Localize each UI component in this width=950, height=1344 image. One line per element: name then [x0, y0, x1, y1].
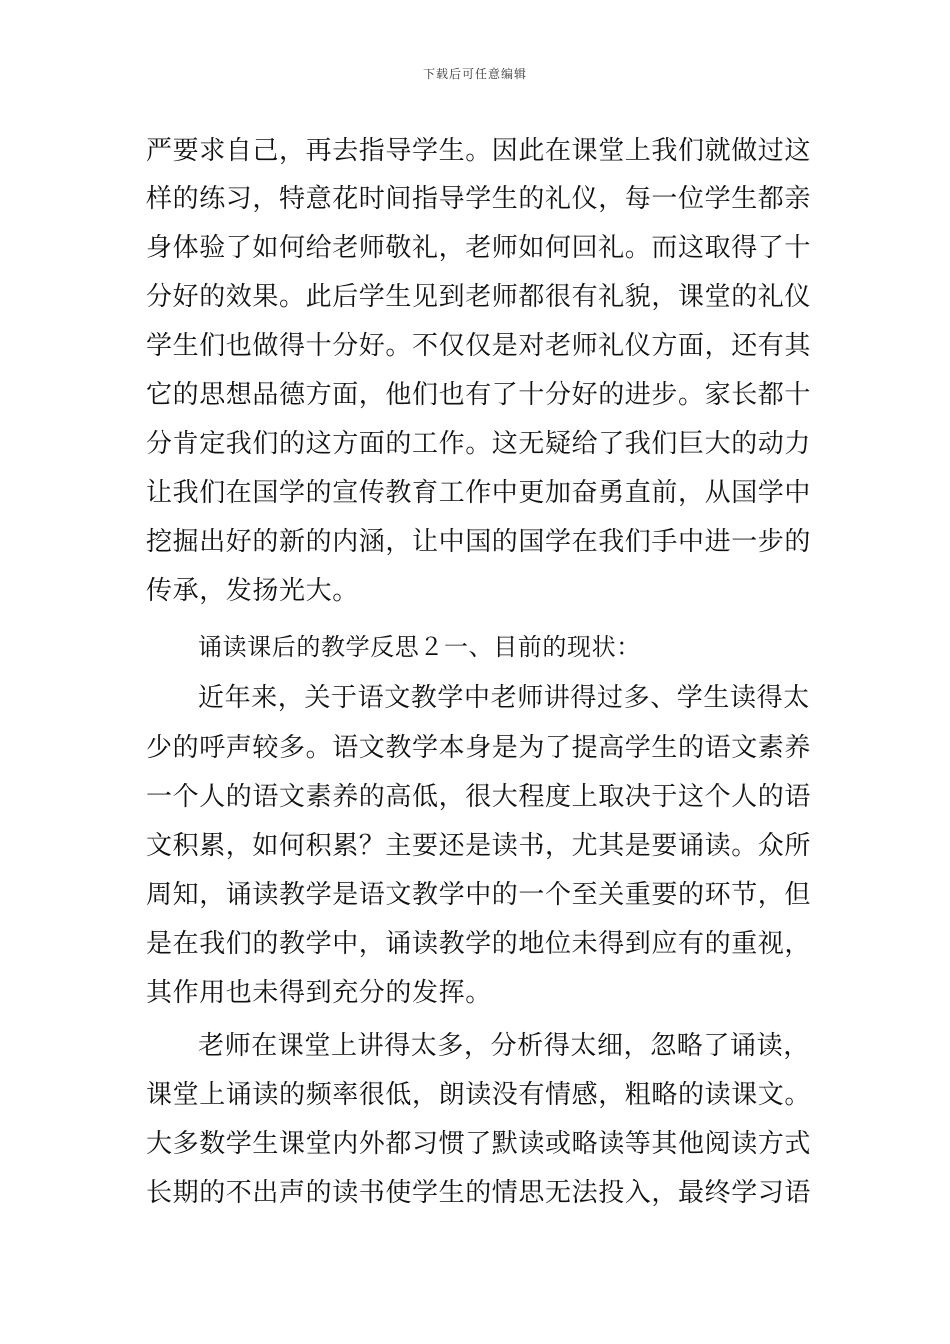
section-heading: 诵读课后的教学反思２一、目前的现状： — [198, 633, 641, 661]
text-line: 严要求自己，再去指导学生。因此在课堂上我们就做过这 — [146, 136, 812, 166]
text-line: 文积累，如何积累？主要还是读书，尤其是要诵读。众所 — [146, 831, 812, 861]
text-line: 周知，诵读教学是语文教学中的一个至关重要的环节，但 — [146, 880, 812, 910]
text-line: 样的练习，特意花时间指导学生的礼仪，每一位学生都亲 — [146, 184, 812, 214]
text-line: 身体验了如何给老师敬礼，老师如何回礼。而这取得了十 — [146, 233, 812, 263]
text-line: 近年来，关于语文教学中老师讲得过多、学生读得太 — [198, 683, 810, 713]
page-header: 下载后可任意编辑 — [422, 67, 527, 81]
text-line: 是在我们的教学中，诵读教学的地位未得到应有的重视， — [146, 929, 812, 959]
text-line: 分好的效果。此后学生见到老师都很有礼貌，课堂的礼仪 — [146, 282, 812, 312]
text-line: 传承，发扬光大。 — [146, 576, 359, 606]
text-line: 挖掘出好的新的内涵，让中国的国学在我们手中进一步的 — [146, 527, 812, 557]
text-line: 长期的不出声的读书使学生的情思无法投入，最终学习语 — [146, 1178, 812, 1208]
text-line: 学生们也做得十分好。不仅仅是对老师礼仪方面，还有其 — [146, 331, 812, 361]
text-line: 分肯定我们的这方面的工作。这无疑给了我们巨大的动力 — [146, 429, 812, 459]
text-line: 让我们在国学的宣传教育工作中更加奋勇直前，从国学中 — [146, 478, 812, 508]
text-line: 少的呼声较多。语文教学本身是为了提高学生的语文素养 — [146, 733, 812, 763]
text-line: 课堂上诵读的频率很低，朗读没有情感，粗略的读课文。 — [146, 1080, 812, 1110]
text-line: 老师在课堂上讲得太多，分析得太细，忽略了诵读， — [198, 1031, 810, 1061]
text-line: 一个人的语文素养的高低，很大程度上取决于这个人的语 — [146, 782, 812, 812]
text-line: 其作用也未得到充分的发挥。 — [146, 978, 492, 1008]
text-line: 大多数学生课堂内外都习惯了默读或略读等其他阅读方式 — [146, 1129, 812, 1159]
text-line: 它的思想品德方面，他们也有了十分好的进步。家长都十 — [146, 380, 812, 410]
